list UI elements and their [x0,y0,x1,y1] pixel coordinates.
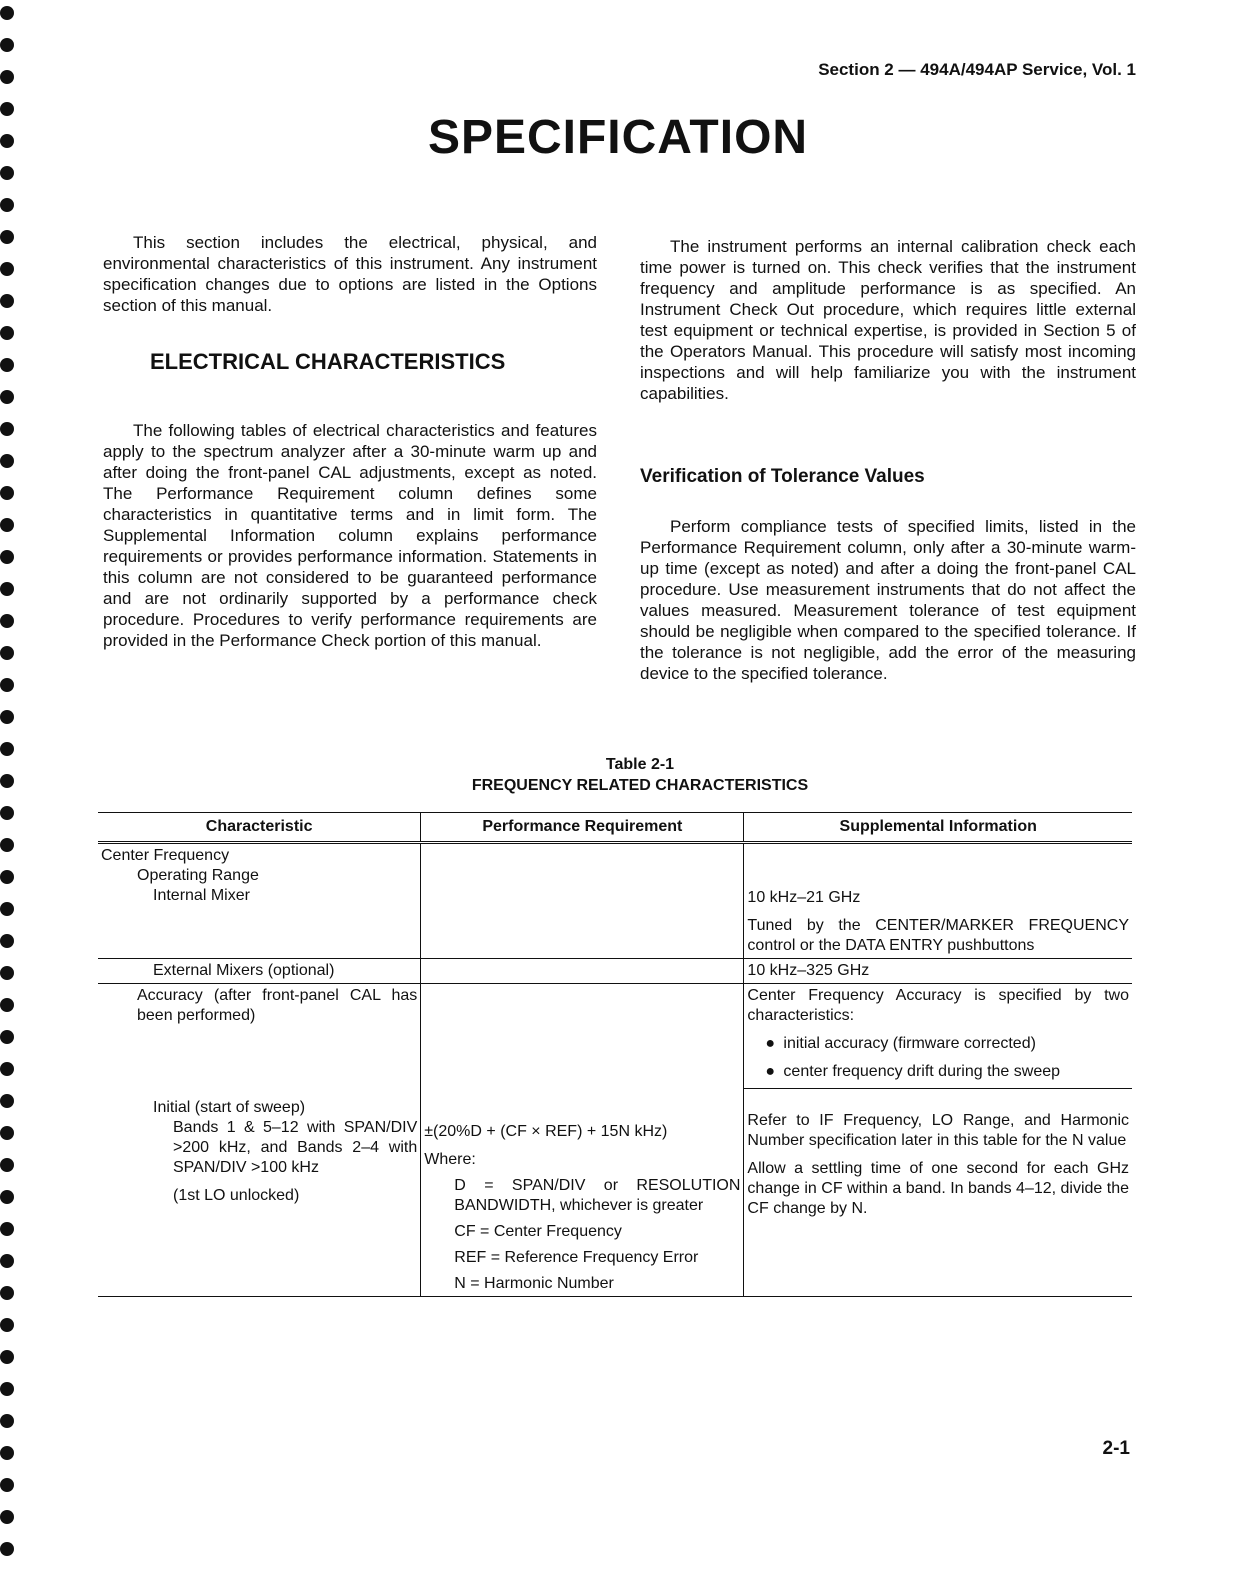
binding-hole [0,742,14,756]
supplemental-cell [744,843,1132,959]
characteristic-cell [98,843,421,959]
binding-hole [0,70,14,84]
table-row [98,984,1132,1297]
binding-hole [0,870,14,884]
accuracy-formula: ±(20%D + (CF × REF) + 15N kHz) [424,1123,668,1140]
right-intro [640,236,1136,404]
accuracy-label: Accuracy (after front-panel CAL has been performed) [137,987,418,1024]
unlocked-label: (1st LO unlocked) [173,1187,300,1204]
bullet-dot-icon: ● [765,1035,776,1052]
operating-range-label: Operating Range [137,867,259,884]
internal-mixer-range: 10 kHz–21 GHz [747,889,861,906]
external-mixers-label: External Mixers (optional) [153,962,335,979]
binding-hole [0,1222,14,1236]
bullet-text: initial accuracy (firmware corrected) [783,1035,1036,1052]
performance-cell [421,843,744,959]
header-performance: Performance Requirement [421,813,744,843]
binding-hole [0,1190,14,1204]
definition-d: D = SPAN/DIV or RESOLUTION BANDWIDTH, whichever is greater [454,1177,741,1214]
binding-hole [0,390,14,404]
characteristic-cell [98,984,421,1297]
binding-hole [0,1478,14,1492]
binding-hole [0,582,14,596]
binding-hole [0,550,14,564]
supplemental-cell [744,959,1132,984]
performance-cell [421,959,744,984]
bullet-text: center frequency drift during the sweep [783,1063,1061,1080]
binding-hole [0,998,14,1012]
internal-mixer-label: Internal Mixer [153,887,250,904]
binding-hole [0,1254,14,1268]
binding-hole [0,422,14,436]
binding-hole [0,838,14,852]
binding-hole [0,966,14,980]
binding-hole [0,262,14,276]
bullet-item [747,1062,1129,1082]
binding-hole [0,1318,14,1332]
definition-n: N = Harmonic Number [454,1275,614,1292]
settling-note: Allow a settling time of one second for each GHz change in CF within a band. In bands 4–12, divide the CF change by N. [747,1160,1130,1217]
bands-label: Bands 1 & 5–12 with SPAN/DIV >200 kHz, and Bands 2–4 with SPAN/DIV >100 kHz [173,1119,418,1176]
binding-hole [0,934,14,948]
where-label: Where: [424,1151,476,1168]
binding-hole [0,1158,14,1172]
bullet-item [747,1034,1129,1054]
right-body-paragraph: Perform compliance tests of specified limits, listed in the Performance Requirement column, only after a 30-minute warm-up time (except as noted) and after a doing the front-panel CAL procedure. Use measurement instruments that do not affect the values measured. Measurement tolerance of test equipment should be negligible when compared to the specified tolerance. If the tolerance is not negligible, add the error of the measuring device to the specified tolerance. [640,517,1136,683]
cf-accuracy-note: Center Frequency Accuracy is specified by two characteristics: [747,987,1129,1024]
binding-hole [0,230,14,244]
binding-hole [0,806,14,820]
left-intro [103,232,597,316]
binding-hole [0,1414,14,1428]
binding-hole [0,774,14,788]
performance-cell [421,984,744,1297]
left-intro-paragraph: This section includes the electrical, physical, and environmental characteristics of this instrument. Any instrument specification changes due to options are listed in the Options section of this manual. [103,233,597,315]
binding-hole [0,166,14,180]
binding-hole [0,678,14,692]
binding-hole [0,1094,14,1108]
sub-heading: Verification of Tolerance Values [640,466,925,487]
binding-hole [0,486,14,500]
binding-hole [0,294,14,308]
center-frequency-label: Center Frequency [101,847,230,864]
table-row [98,843,1132,959]
page-number: 2-1 [1102,1438,1130,1459]
binding-hole [0,614,14,628]
left-body [103,420,597,651]
supplemental-divider [744,1088,1132,1219]
table-row [98,959,1132,984]
binding-hole [0,646,14,660]
external-mixer-range: 10 kHz–325 GHz [747,962,870,979]
definition-ref: REF = Reference Frequency Error [454,1249,699,1266]
section-heading: ELECTRICAL CHARACTERISTICS [150,349,506,374]
characteristic-cell [98,959,421,984]
binding-hole [0,38,14,52]
binding-hole [0,1286,14,1300]
formula-definitions [424,1176,740,1294]
binding-hole [0,518,14,532]
table-header-row [98,813,1132,843]
binding-hole [0,454,14,468]
supplemental-cell [744,984,1132,1297]
binding-hole [0,1062,14,1076]
binding-hole [0,902,14,916]
tuned-note: Tuned by the CENTER/MARKER FREQUENCY control or the DATA ENTRY pushbuttons [747,917,1129,954]
binding-hole [0,1446,14,1460]
left-body-paragraph: The following tables of electrical characteristics and features apply to the spectrum analyzer after a 30-minute warm up and after doing the front-panel CAL adjustments, except as noted. The Performance Requirement column defines some characteristics in quantitative terms and in limit form. The Supplemental Information column explains performance requirements or provides performance information. Statements in this column are not considered to be guaranteed performance and are not ordinarily supported by a performance check procedure. Procedures to verify performance requirements are provided in the Performance Check portion of this manual. [103,421,597,650]
right-body [640,516,1136,684]
binding-hole [0,1510,14,1524]
frequency-characteristics-table [98,812,1132,1297]
page-title: SPECIFICATION [427,111,809,164]
binding-hole [0,198,14,212]
binding-hole [0,1350,14,1364]
binding-hole [0,1382,14,1396]
bullet-dot-icon: ● [765,1063,776,1080]
binding-hole [0,1030,14,1044]
binding-hole [0,326,14,340]
binding-hole [0,358,14,372]
refer-note: Refer to IF Frequency, LO Range, and Harmonic Number specification later in this table for the N value [747,1112,1129,1149]
binding-hole [0,1542,14,1556]
header-characteristic: Characteristic [98,813,421,843]
header-supplemental: Supplemental Information [744,813,1132,843]
binding-hole [0,6,14,20]
table-caption: FREQUENCY RELATED CHARACTERISTICS [471,777,809,794]
binding-hole [0,710,14,724]
binding-holes [0,0,24,1588]
table-number: Table 2-1 [605,756,675,773]
definition-cf: CF = Center Frequency [454,1223,622,1240]
initial-label: Initial (start of sweep) [153,1099,306,1116]
binding-hole [0,1126,14,1140]
right-intro-paragraph: The instrument performs an internal calibration check each time power is turned on. This check verifies that the instrument frequency and amplitude performance is as specified. An Instrument Check Out procedure, which requires little external test equipment or technical expertise, is provided in Section 5 of the Operators Manual. This procedure will satisfy most incoming inspections and will help familiarize you with the instrument capabilities. [640,237,1136,403]
running-head: Section 2 — 494A/494AP Service, Vol. 1 [818,60,1136,79]
